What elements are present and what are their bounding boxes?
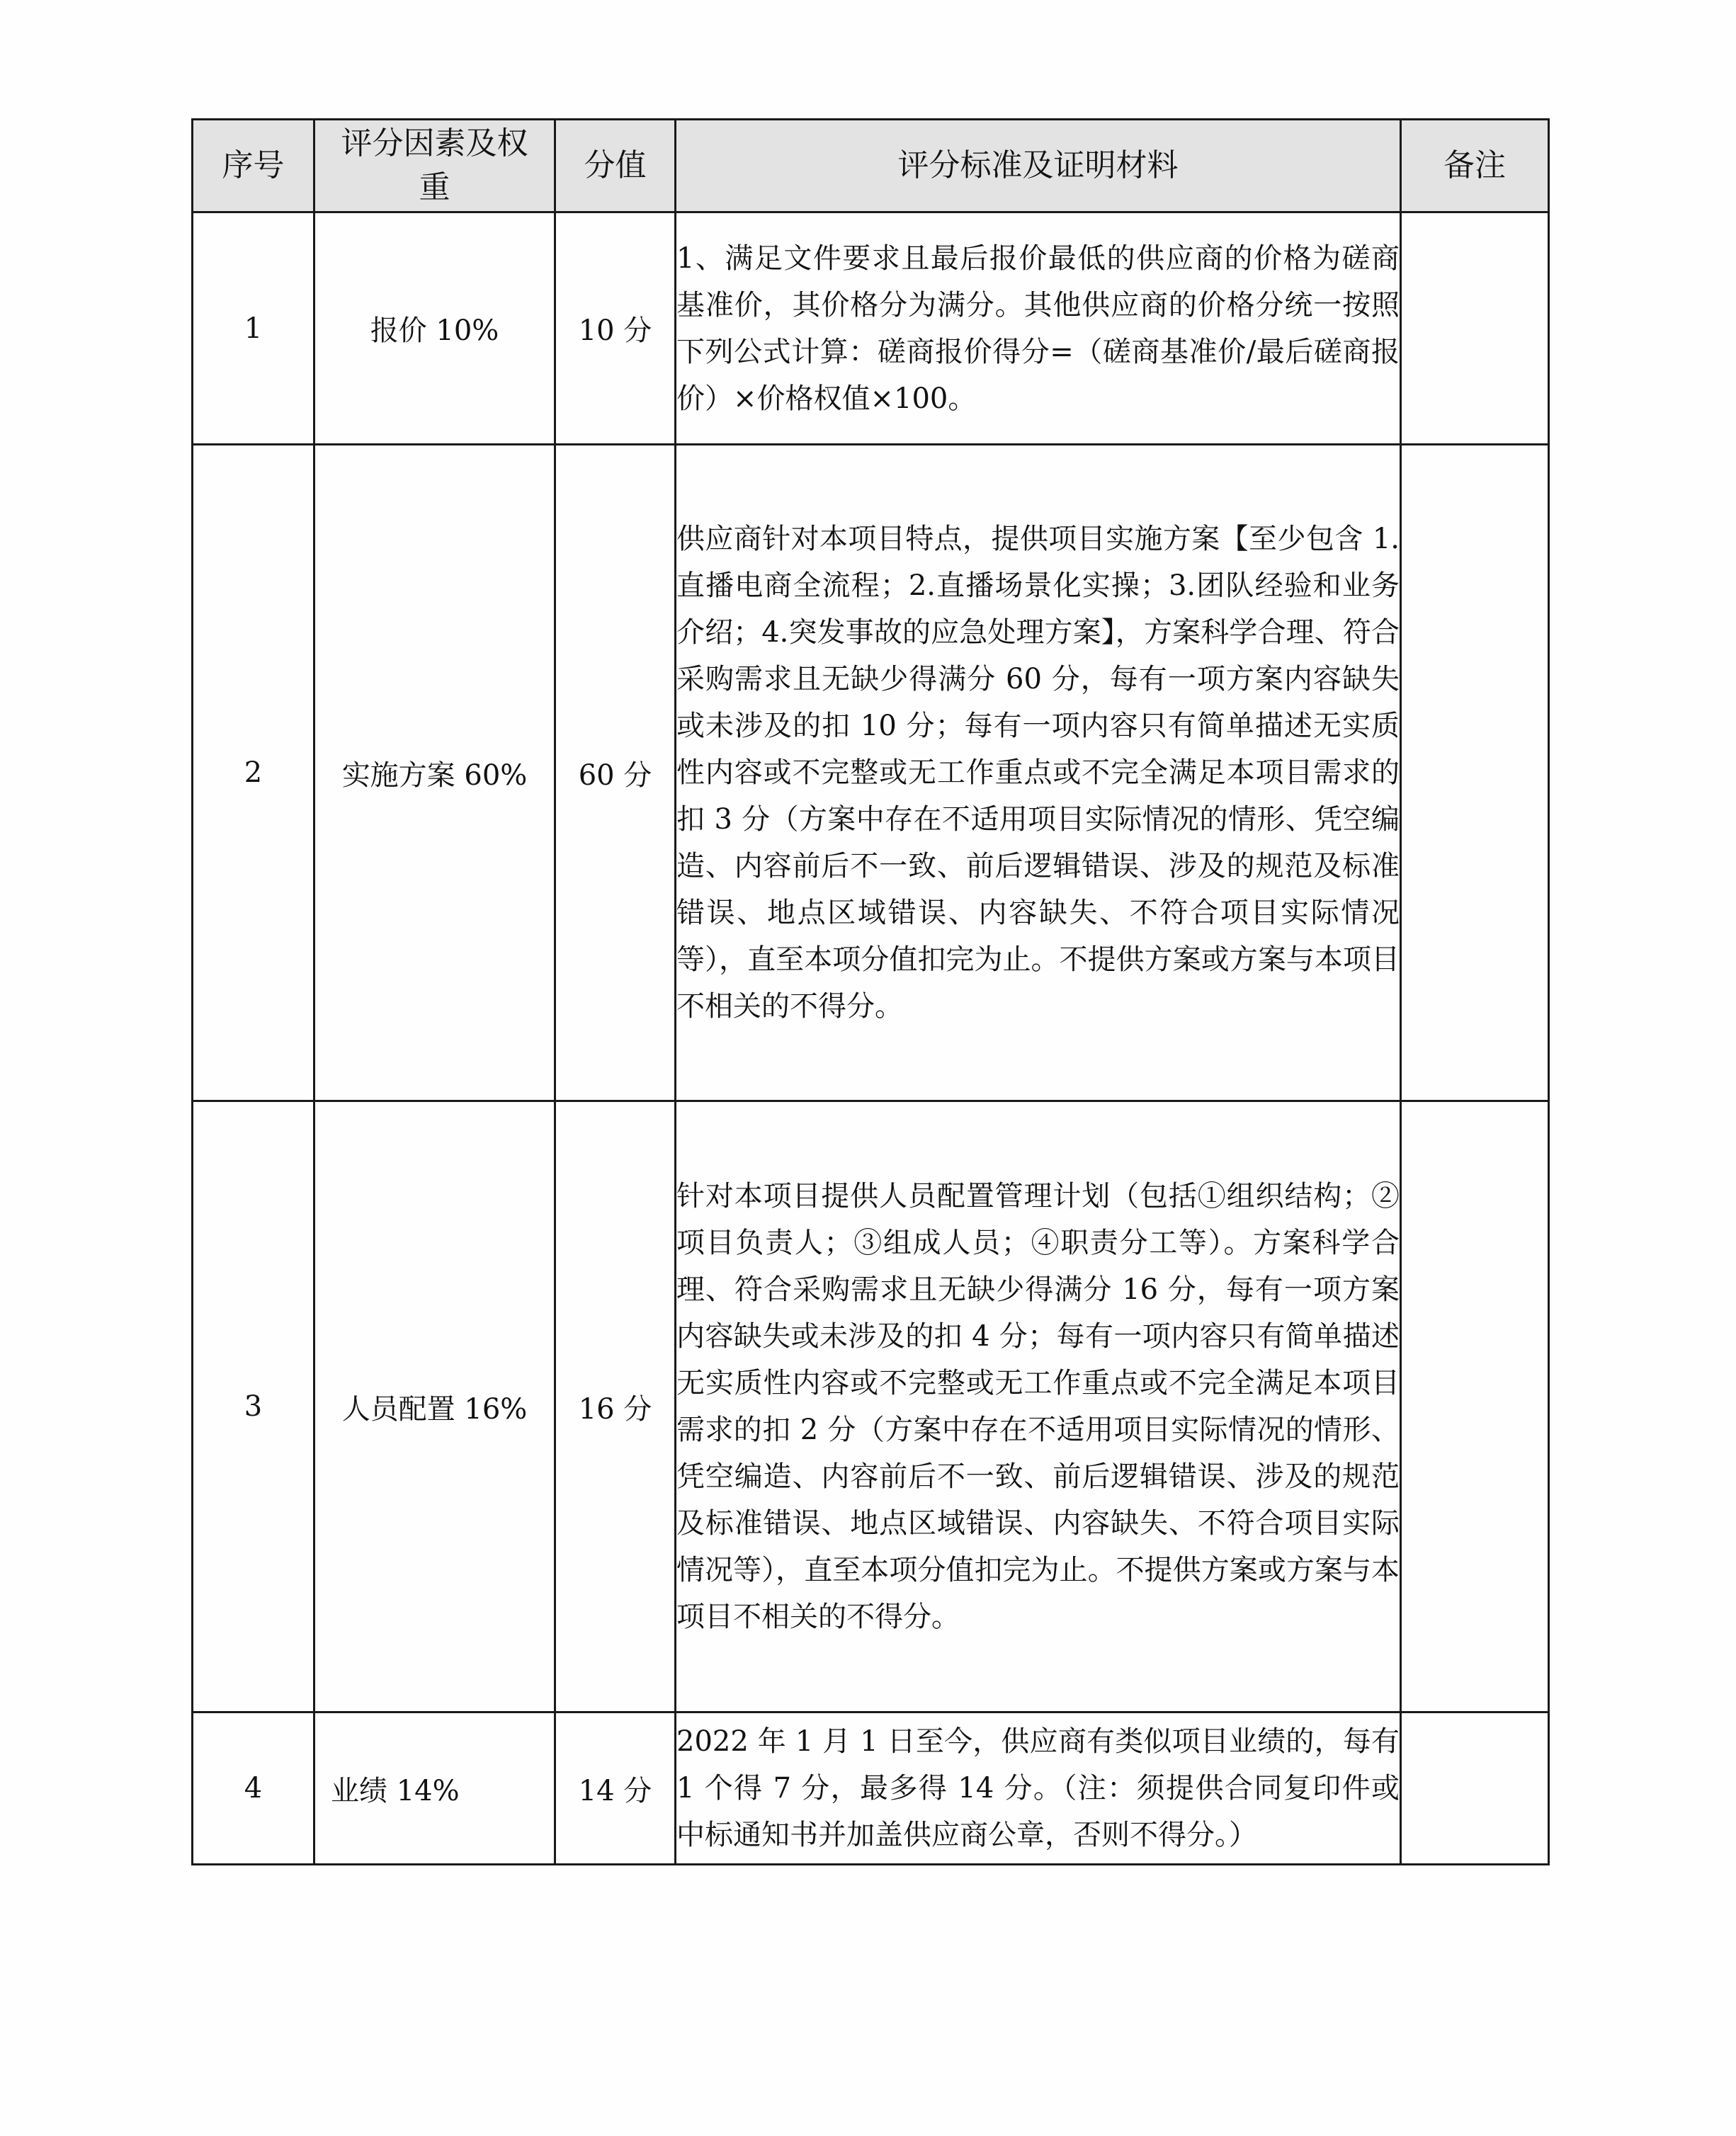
row-factor: 实施方案 60%: [314, 445, 555, 1101]
row-factor: 人员配置 16%: [314, 1101, 555, 1712]
row-number: 4: [193, 1712, 314, 1865]
row-note: [1401, 445, 1549, 1101]
row-criteria: 针对本项目提供人员配置管理计划（包括①组织结构；②项目负责人；③组成人员；④职责分工等）。方案科学合理、符合采购需求且无缺少得满分 16 分，每有一项方案内容缺失或未涉及的扣 4 分；每有一项内容只有简单描述无实质性内容或不完整或无工作重点或不完全满足本项目需求的扣 2 分（方案中存在不适用项目实际情况的情形、凭空编造、内容前后不一致、前后逻辑错误、涉及的规范及标准错误、地点区域错误、内容缺失、不符合项目实际情况等），直至本项分值扣完为止。不提供方案或方案与本项目不相关的不得分。: [676, 1101, 1401, 1712]
scoring-table: [191, 118, 1550, 1865]
header-row: [193, 120, 1549, 212]
header-no: 序号: [193, 120, 314, 212]
row-number: 2: [193, 445, 314, 1101]
row-criteria: 2022 年 1 月 1 日至今，供应商有类似项目业绩的，每有 1 个得 7 分，最多得 14 分。（注：须提供合同复印件或中标通知书并加盖供应商公章，否则不得分。）: [676, 1712, 1401, 1865]
row-note: [1401, 1712, 1549, 1865]
row-factor: 业绩 14%: [314, 1712, 555, 1865]
row-score: 60 分: [555, 445, 676, 1101]
row-score: 10 分: [555, 212, 676, 445]
row-score: 16 分: [555, 1101, 676, 1712]
table-row: [193, 1101, 1549, 1712]
row-criteria: 供应商针对本项目特点，提供项目实施方案【至少包含 1.直播电商全流程；2.直播场景化实操；3.团队经验和业务介绍；4.突发事故的应急处理方案】，方案科学合理、符合采购需求且无缺少得满分 60 分，每有一项方案内容缺失或未涉及的扣 10 分；每有一项内容只有简单描述无实质性内容或不完整或无工作重点或不完全满足本项目需求的扣 3 分（方案中存在不适用项目实际情况的情形、凭空编造、内容前后不一致、前后逻辑错误、涉及的规范及标准错误、地点区域错误、内容缺失、不符合项目实际情况等），直至本项分值扣完为止。不提供方案或方案与本项目不相关的不得分。: [676, 445, 1401, 1101]
row-score: 14 分: [555, 1712, 676, 1865]
row-number: 1: [193, 212, 314, 445]
header-score: 分值: [555, 120, 676, 212]
row-number: 3: [193, 1101, 314, 1712]
row-criteria: 1、满足文件要求且最后报价最低的供应商的价格为磋商基准价，其价格分为满分。其他供应商的价格分统一按照下列公式计算：磋商报价得分=（磋商基准价/最后磋商报价）×价格权值×100。: [676, 212, 1401, 445]
header-criteria: 评分标准及证明材料: [676, 120, 1401, 212]
header-factor: 评分因素及权重: [314, 120, 555, 212]
header-note: 备注: [1401, 120, 1549, 212]
row-factor: 报价 10%: [314, 212, 555, 445]
table-row: [193, 1712, 1549, 1865]
row-note: [1401, 212, 1549, 445]
table-row: [193, 212, 1549, 445]
table-row: [193, 445, 1549, 1101]
row-note: [1401, 1101, 1549, 1712]
